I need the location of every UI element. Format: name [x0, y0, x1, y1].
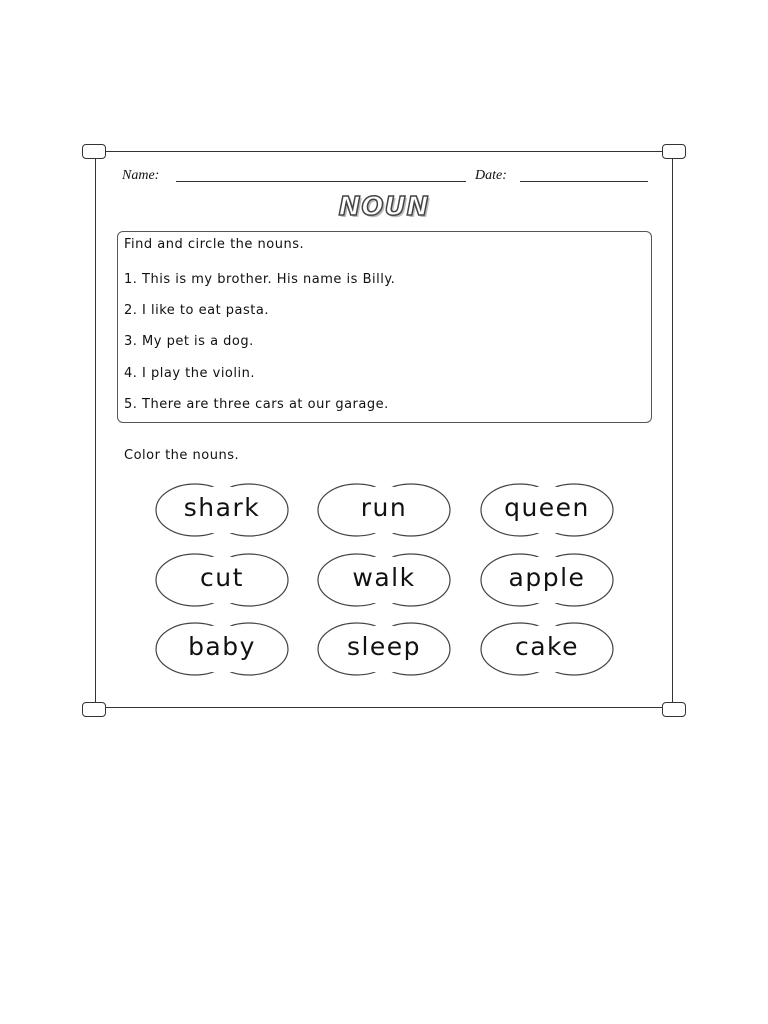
- sentence-2: 2. I like to eat pasta.: [124, 303, 269, 318]
- sentence-4: 4. I play the violin.: [124, 366, 255, 381]
- date-label: Date:: [475, 168, 507, 183]
- word-label: run: [360, 493, 408, 522]
- date-line[interactable]: [520, 181, 648, 182]
- word-label: baby: [188, 632, 256, 661]
- frame-corner-top-right: [662, 144, 686, 159]
- word-bubble-sleep[interactable]: [315, 620, 453, 678]
- header-row: [122, 168, 650, 188]
- word-bubble-run[interactable]: [315, 481, 453, 539]
- word-label: shark: [183, 493, 261, 522]
- worksheet-title: NOUN: [338, 192, 430, 222]
- word-bubble-cut[interactable]: [153, 551, 291, 609]
- word-bubble-apple[interactable]: [478, 551, 616, 609]
- circle-nouns-instruction: Find and circle the nouns.: [124, 237, 305, 252]
- word-bubble-cake[interactable]: [478, 620, 616, 678]
- word-bubble-shark[interactable]: [153, 481, 291, 539]
- word-label: queen: [504, 493, 590, 522]
- word-label: sleep: [346, 632, 422, 661]
- sentence-1: 1. This is my brother. His name is Billy.: [124, 272, 396, 287]
- sentence-5: 5. There are three cars at our garage.: [124, 397, 389, 412]
- frame-corner-bottom-left: [82, 702, 106, 717]
- word-bubble-walk[interactable]: [315, 551, 453, 609]
- word-label: walk: [352, 563, 416, 592]
- name-line[interactable]: [176, 181, 466, 182]
- frame-corner-bottom-right: [662, 702, 686, 717]
- color-nouns-instruction: Color the nouns.: [124, 448, 240, 463]
- word-label: cake: [514, 632, 580, 661]
- frame-corner-top-left: [82, 144, 106, 159]
- word-label: apple: [508, 563, 586, 592]
- word-bubble-queen[interactable]: [478, 481, 616, 539]
- sentence-3: 3. My pet is a dog.: [124, 334, 254, 349]
- name-label: Name:: [122, 168, 160, 183]
- word-bubble-baby[interactable]: [153, 620, 291, 678]
- word-label: cut: [200, 563, 244, 592]
- circle-nouns-box: [117, 231, 652, 423]
